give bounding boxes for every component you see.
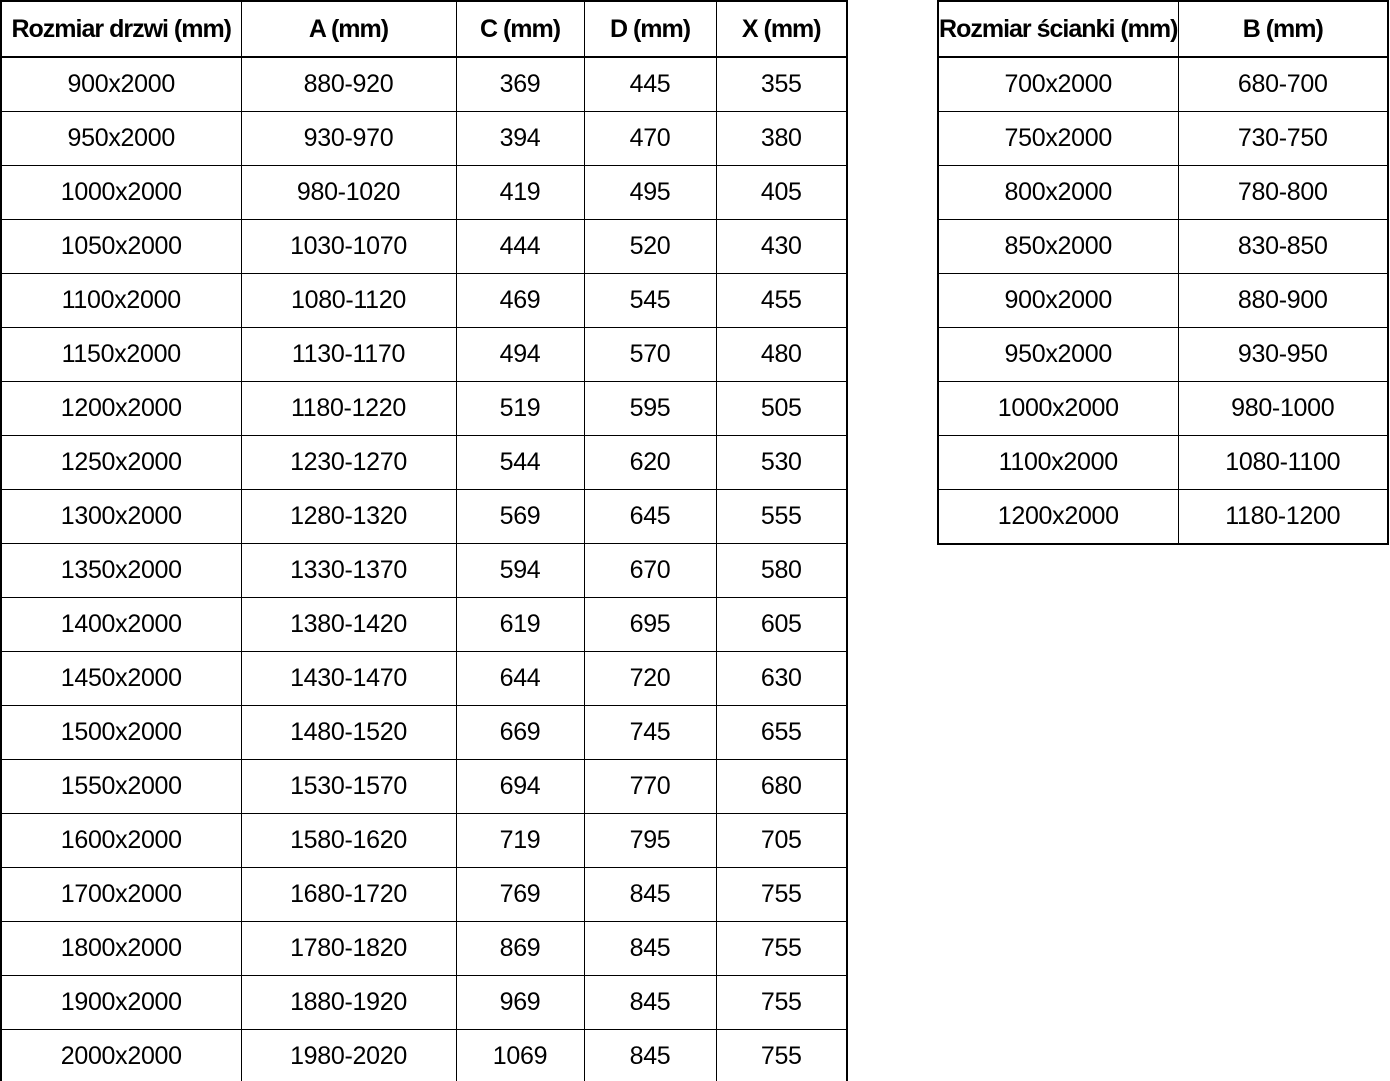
table-row — [938, 220, 1388, 274]
table-cell: 795 — [584, 814, 716, 868]
table-row — [1, 436, 847, 490]
column-header: B (mm) — [1178, 1, 1388, 57]
table-cell: 1550x2000 — [1, 760, 241, 814]
table-cell: 755 — [716, 922, 847, 976]
table-cell: 980-1020 — [241, 166, 456, 220]
table-cell: 1450x2000 — [1, 652, 241, 706]
table-cell: 1080-1100 — [1178, 436, 1388, 490]
table-cell: 1350x2000 — [1, 544, 241, 598]
table-row — [1, 544, 847, 598]
table-cell: 555 — [716, 490, 847, 544]
table-cell: 730-750 — [1178, 112, 1388, 166]
table-cell: 544 — [456, 436, 584, 490]
table-cell: 545 — [584, 274, 716, 328]
table-row — [1, 112, 847, 166]
table-cell: 569 — [456, 490, 584, 544]
table-cell: 369 — [456, 57, 584, 112]
wall-dimensions-table — [937, 0, 1389, 545]
table-cell: 900x2000 — [1, 57, 241, 112]
table-cell: 1430-1470 — [241, 652, 456, 706]
table-cell: 1880-1920 — [241, 976, 456, 1030]
table-row — [1, 166, 847, 220]
table-cell: 380 — [716, 112, 847, 166]
table-cell: 1200x2000 — [1, 382, 241, 436]
table-cell: 1069 — [456, 1030, 584, 1081]
table-cell: 1280-1320 — [241, 490, 456, 544]
table-cell: 980-1000 — [1178, 382, 1388, 436]
door-table-header-row — [1, 1, 847, 57]
table-cell: 494 — [456, 328, 584, 382]
table-cell: 680 — [716, 760, 847, 814]
table-cell: 1380-1420 — [241, 598, 456, 652]
table-cell: 1800x2000 — [1, 922, 241, 976]
table-row — [938, 436, 1388, 490]
table-cell: 520 — [584, 220, 716, 274]
table-cell: 780-800 — [1178, 166, 1388, 220]
table-cell: 444 — [456, 220, 584, 274]
table-cell: 745 — [584, 706, 716, 760]
table-cell: 850x2000 — [938, 220, 1178, 274]
table-cell: 950x2000 — [1, 112, 241, 166]
table-row — [1, 274, 847, 328]
table-cell: 419 — [456, 166, 584, 220]
column-header: C (mm) — [456, 1, 584, 57]
table-cell: 900x2000 — [938, 274, 1178, 328]
table-row — [1, 328, 847, 382]
table-cell: 495 — [584, 166, 716, 220]
table-cell: 1400x2000 — [1, 598, 241, 652]
table-cell: 1900x2000 — [1, 976, 241, 1030]
table-cell: 1050x2000 — [1, 220, 241, 274]
table-cell: 355 — [716, 57, 847, 112]
table-row — [1, 57, 847, 112]
table-cell: 880-900 — [1178, 274, 1388, 328]
column-header: Rozmiar ścianki (mm) — [938, 1, 1178, 57]
table-cell: 695 — [584, 598, 716, 652]
table-cell: 1130-1170 — [241, 328, 456, 382]
table-row — [938, 274, 1388, 328]
table-cell: 869 — [456, 922, 584, 976]
table-cell: 620 — [584, 436, 716, 490]
table-cell: 719 — [456, 814, 584, 868]
table-cell: 750x2000 — [938, 112, 1178, 166]
table-row — [938, 166, 1388, 220]
table-cell: 950x2000 — [938, 328, 1178, 382]
table-cell: 755 — [716, 976, 847, 1030]
wall-table-header-row — [938, 1, 1388, 57]
table-cell: 880-920 — [241, 57, 456, 112]
table-cell: 570 — [584, 328, 716, 382]
table-cell: 470 — [584, 112, 716, 166]
table-cell: 845 — [584, 1030, 716, 1081]
table-cell: 720 — [584, 652, 716, 706]
table-row — [938, 382, 1388, 436]
table-row — [1, 922, 847, 976]
table-cell: 530 — [716, 436, 847, 490]
table-row — [1, 976, 847, 1030]
table-cell: 394 — [456, 112, 584, 166]
table-cell: 670 — [584, 544, 716, 598]
table-cell: 700x2000 — [938, 57, 1178, 112]
table-cell: 694 — [456, 760, 584, 814]
table-cell: 1680-1720 — [241, 868, 456, 922]
table-cell: 1700x2000 — [1, 868, 241, 922]
table-cell: 405 — [716, 166, 847, 220]
table-cell: 755 — [716, 868, 847, 922]
table-row — [938, 490, 1388, 545]
table-cell: 1180-1200 — [1178, 490, 1388, 545]
table-cell: 644 — [456, 652, 584, 706]
column-header: A (mm) — [241, 1, 456, 57]
table-cell: 630 — [716, 652, 847, 706]
table-cell: 1300x2000 — [1, 490, 241, 544]
table-cell: 445 — [584, 57, 716, 112]
table-cell: 1000x2000 — [938, 382, 1178, 436]
table-cell: 455 — [716, 274, 847, 328]
table-cell: 1200x2000 — [938, 490, 1178, 545]
table-cell: 845 — [584, 922, 716, 976]
table-cell: 1250x2000 — [1, 436, 241, 490]
table-cell: 1330-1370 — [241, 544, 456, 598]
column-header: Rozmiar drzwi (mm) — [1, 1, 241, 57]
table-row — [1, 220, 847, 274]
table-cell: 680-700 — [1178, 57, 1388, 112]
table-cell: 1980-2020 — [241, 1030, 456, 1081]
table-cell: 830-850 — [1178, 220, 1388, 274]
table-cell: 594 — [456, 544, 584, 598]
table-cell: 1780-1820 — [241, 922, 456, 976]
table-cell: 1180-1220 — [241, 382, 456, 436]
table-cell: 480 — [716, 328, 847, 382]
table-cell: 705 — [716, 814, 847, 868]
table-cell: 1600x2000 — [1, 814, 241, 868]
table-cell: 1150x2000 — [1, 328, 241, 382]
table-row — [938, 57, 1388, 112]
table-cell: 800x2000 — [938, 166, 1178, 220]
table-row — [1, 490, 847, 544]
table-cell: 505 — [716, 382, 847, 436]
column-header: X (mm) — [716, 1, 847, 57]
table-cell: 1080-1120 — [241, 274, 456, 328]
table-cell: 769 — [456, 868, 584, 922]
table-cell: 469 — [456, 274, 584, 328]
table-row — [1, 652, 847, 706]
table-cell: 969 — [456, 976, 584, 1030]
column-header: D (mm) — [584, 1, 716, 57]
table-cell: 430 — [716, 220, 847, 274]
table-cell: 595 — [584, 382, 716, 436]
table-row — [1, 598, 847, 652]
table-cell: 1100x2000 — [1, 274, 241, 328]
table-cell: 1580-1620 — [241, 814, 456, 868]
table-cell: 1480-1520 — [241, 706, 456, 760]
table-cell: 1230-1270 — [241, 436, 456, 490]
table-cell: 2000x2000 — [1, 1030, 241, 1081]
table-cell: 845 — [584, 976, 716, 1030]
table-cell: 519 — [456, 382, 584, 436]
table-row — [938, 328, 1388, 382]
table-cell: 645 — [584, 490, 716, 544]
table-cell: 669 — [456, 706, 584, 760]
table-cell: 580 — [716, 544, 847, 598]
table-row — [1, 382, 847, 436]
table-cell: 1530-1570 — [241, 760, 456, 814]
table-row — [1, 760, 847, 814]
table-cell: 605 — [716, 598, 847, 652]
table-row — [1, 1030, 847, 1081]
table-cell: 770 — [584, 760, 716, 814]
table-cell: 1030-1070 — [241, 220, 456, 274]
table-cell: 1500x2000 — [1, 706, 241, 760]
table-row — [938, 112, 1388, 166]
table-row — [1, 706, 847, 760]
table-cell: 1100x2000 — [938, 436, 1178, 490]
table-cell: 930-950 — [1178, 328, 1388, 382]
table-cell: 619 — [456, 598, 584, 652]
table-row — [1, 868, 847, 922]
table-cell: 655 — [716, 706, 847, 760]
table-cell: 755 — [716, 1030, 847, 1081]
table-cell: 930-970 — [241, 112, 456, 166]
table-row — [1, 814, 847, 868]
table-cell: 1000x2000 — [1, 166, 241, 220]
table-cell: 845 — [584, 868, 716, 922]
